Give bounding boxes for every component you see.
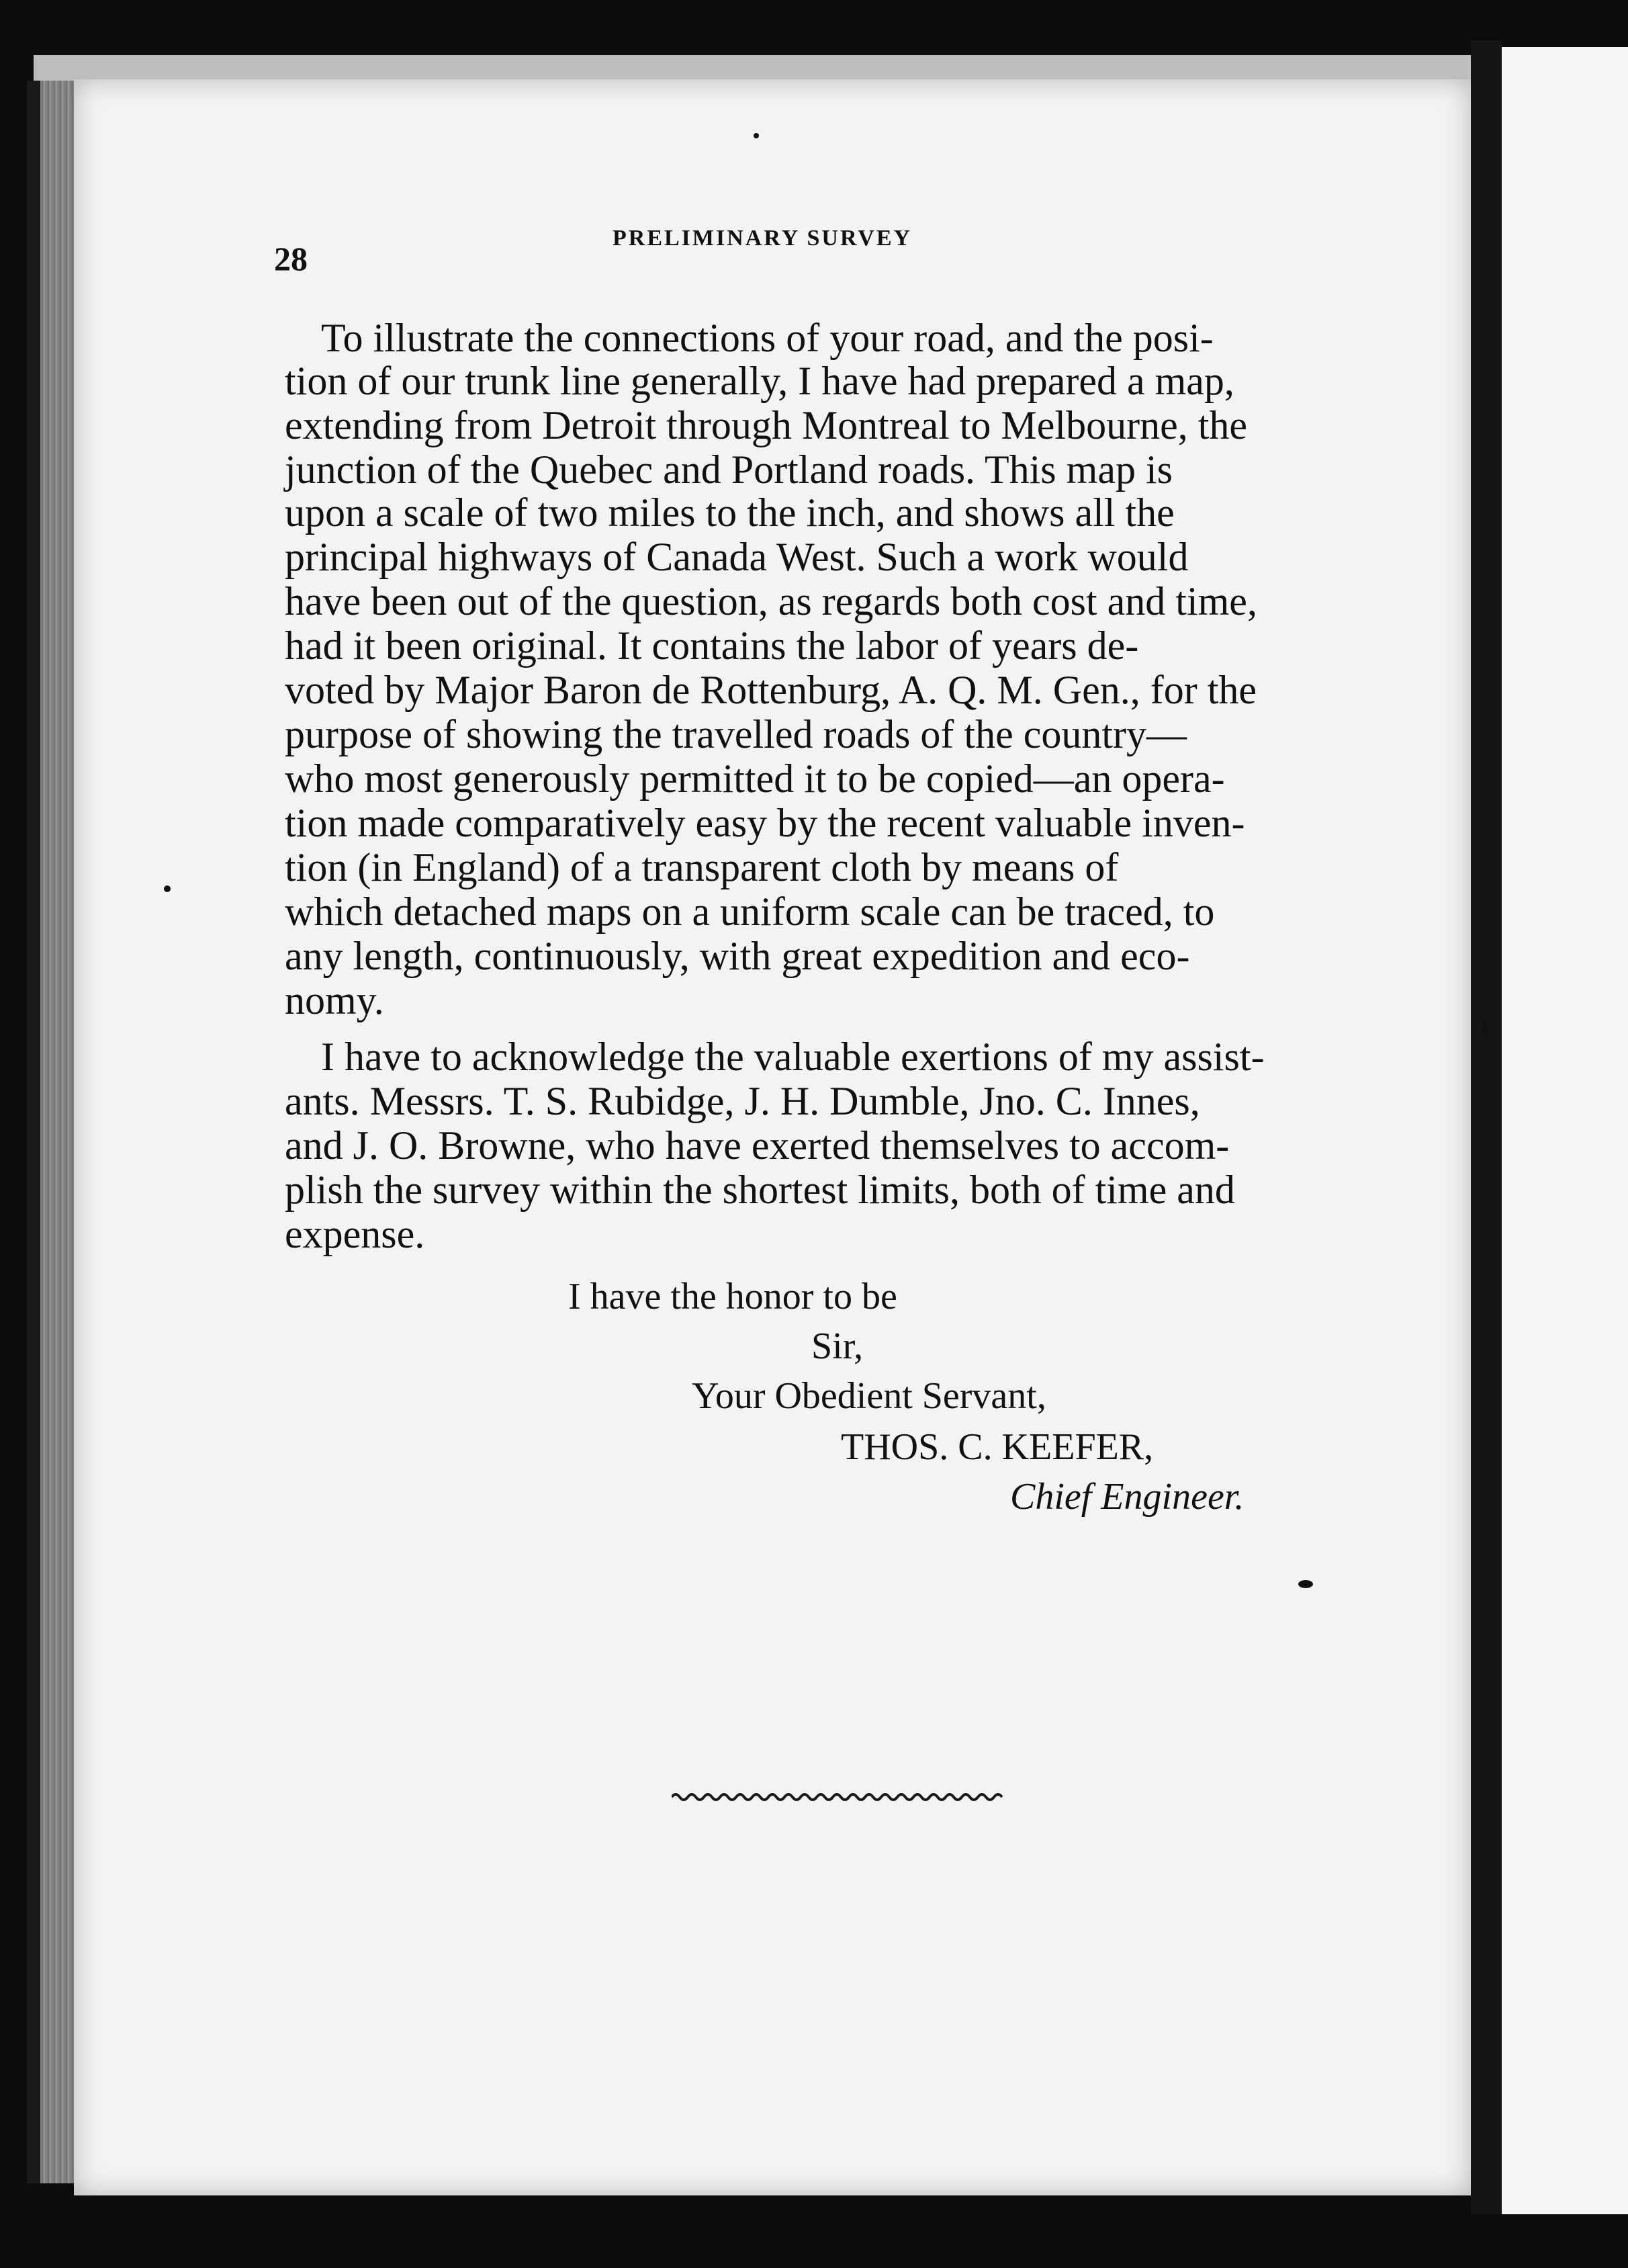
- signature-name: THOS. C. KEEFER,: [841, 1426, 1154, 1468]
- body-line: I have to acknowledge the valuable exertions of my assist-: [321, 1035, 1265, 1079]
- closing-servant: Your Obedient Servant,: [692, 1375, 1046, 1417]
- decorative-rule: [672, 1784, 1007, 1811]
- scan-speck: [164, 885, 171, 892]
- book-binding: [1471, 40, 1502, 2230]
- scan-speck: [754, 133, 759, 138]
- body-line: upon a scale of two miles to the inch, and shows all the: [285, 490, 1175, 535]
- body-line: had it been original. It contains the labor of years de-: [285, 623, 1139, 668]
- body-line: extending from Detroit through Montreal to Melbourne, the: [285, 403, 1247, 447]
- body-line: tion (in England) of a transparent cloth by means of: [285, 845, 1119, 889]
- body-line: tion made comparatively easy by the recent valuable inven-: [285, 801, 1245, 845]
- body-line: plish the survey within the shortest limits, both of time and: [285, 1168, 1235, 1212]
- body-line: which detached maps on a uniform scale can be traced, to: [285, 889, 1215, 934]
- body-line: junction of the Quebec and Portland roads. This map is: [285, 447, 1173, 492]
- body-line: expense.: [285, 1212, 425, 1256]
- running-head: PRELIMINARY SURVEY: [613, 226, 913, 251]
- scan-speck: [1482, 1021, 1488, 1039]
- body-line: and J. O. Browne, who have exerted themselves to accom-: [285, 1123, 1230, 1168]
- body-line: purpose of showing the travelled roads of the country—: [285, 712, 1187, 756]
- body-line: ants. Messrs. T. S. Rubidge, J. H. Dumble, Jno. C. Innes,: [285, 1079, 1200, 1123]
- scan-speck: [1298, 1580, 1313, 1588]
- closing-salutation: I have the honor to be: [568, 1276, 897, 1317]
- body-line: voted by Major Baron de Rottenburg, A. Q. M. Gen., for the: [285, 668, 1257, 712]
- bottom-edge: [0, 2214, 1628, 2268]
- adjacent-page: [1502, 47, 1628, 2217]
- closing-sir: Sir,: [811, 1325, 864, 1367]
- body-line: any length, continuously, with great expedition and eco-: [285, 934, 1190, 978]
- body-line: nomy.: [285, 978, 384, 1022]
- body-line: principal highways of Canada West. Such a work would: [285, 535, 1189, 579]
- body-line: To illustrate the connections of your road, and the posi-: [321, 316, 1214, 360]
- body-line: have been out of the question, as regards both cost and time,: [285, 579, 1257, 623]
- page-number: 28: [274, 240, 308, 277]
- body-line: tion of our trunk line generally, I have had prepared a map,: [285, 359, 1234, 403]
- signature-title: Chief Engineer.: [1010, 1476, 1245, 1518]
- top-page-edge: [34, 55, 1484, 82]
- body-line: who most generously permitted it to be copied—an opera-: [285, 756, 1225, 801]
